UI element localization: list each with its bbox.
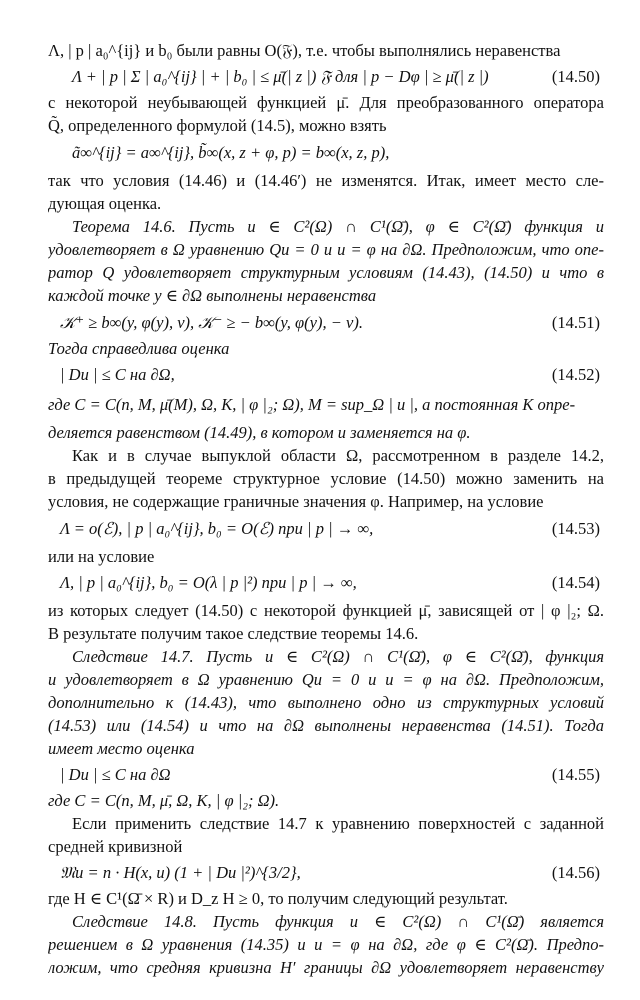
corollary-line: (14.53) или (14.54) и что на ∂Ω выполнены неравенства (14.51). Тогда <box>48 716 604 735</box>
text-line: Λ, | p | a₀^{ij} и b₀ были равны O(𝔉), т.е. чтобы выполнялись неравенства <box>48 41 561 60</box>
theorem-line: ратор Q удовлетворяет структурным условиям (14.43), (14.50) и что в <box>48 263 604 282</box>
theorem-line: Тогда справедлива оценка <box>48 339 230 358</box>
text-line: или на условие <box>48 547 155 566</box>
text-line: с некоторой неубывающей функцией μ̄. Для преобразованного оператора <box>48 93 604 112</box>
corollary-line: имеет место оценка <box>48 739 195 758</box>
equation-number: (14.50) <box>551 67 600 86</box>
equation-number: (14.53) <box>551 519 600 538</box>
equation-number: (14.51) <box>551 313 600 332</box>
formula-line: ã∞^{ij} = a∞^{ij}, b̃∞(x, z + φ, p) = b∞(x, z, p), <box>72 143 390 162</box>
text-line: дующая оценка. <box>48 194 162 213</box>
theorem-line: каждой точке y ∈ ∂Ω выполнены неравенства <box>48 286 377 305</box>
formula-line: | Du | ≤ C на ∂Ω <box>60 765 171 784</box>
text-line: так что условия (14.46) и (14.46′) не изменятся. Итак, имеет место сле- <box>48 171 604 190</box>
text-line: в предыдущей теореме структурное условие (14.50) можно заменить на <box>48 469 604 488</box>
equation-number: (14.56) <box>551 863 600 882</box>
theorem-line: Теорема 14.6. Пусть u ∈ C²(Ω) ∩ C¹(Ω̄), φ ∈ C²(Ω̄) функция и <box>72 217 604 236</box>
corollary-line: дополнительно к (14.43), что выполнено одно из структурных условий <box>48 693 604 712</box>
theorem-line: удовлетворяет в Ω уравнению Qu = 0 и u = φ на ∂Ω. Предположим, что опе- <box>48 240 604 259</box>
formula-line: Λ = o(ℰ), | p | a₀^{ij}, b₀ = O(ℰ) при | p | → ∞, <box>60 519 374 538</box>
formula-line: 𝒦⁺ ≥ b∞(y, φ(y), ν), 𝒦⁻ ≥ − b∞(y, φ(y), − ν). <box>60 313 363 332</box>
text-line: из которых следует (14.50) с некоторой функцией μ̄, зависящей от | φ |₂; Ω. <box>48 601 604 620</box>
formula-line: | Du | ≤ C на ∂Ω, <box>60 365 175 384</box>
formula-line: 𝔐u = n · H(x, u) (1 + | Du |²)^{3/2}, <box>60 863 301 882</box>
corollary-line: Следствие 14.8. Пусть функция u ∈ C²(Ω) ∩ C¹(Ω̄) является <box>72 912 604 931</box>
text-line: В результате получим такое следствие теоремы 14.6. <box>48 624 419 643</box>
text-line: условия, не содержащие граничные значения φ. Например, на условие <box>48 492 544 511</box>
corollary-line: и удовлетворяет в Ω уравнению Qu = 0 и u = φ на ∂Ω. Предположим, <box>48 670 604 689</box>
corollary-line: ложим, что средняя кривизна H′ границы ∂Ω удовлетворяет неравенству <box>48 958 604 977</box>
theorem-line: деляется равенством (14.49), в котором и заменяется на φ. <box>48 423 471 442</box>
corollary-line: решением в Ω уравнения (14.35) и u = φ на ∂Ω, где φ ∈ C²(Ω̄). Предпо- <box>48 935 604 954</box>
text-line: средней кривизной <box>48 837 183 856</box>
equation-number: (14.55) <box>551 765 600 784</box>
formula-line: Λ + | p | Σ | a₀^{ij} | + | b₀ | ≤ μ̄(| z |) 𝔉 для | p − Dφ | ≥ μ̄(| z |) <box>72 67 489 86</box>
text-line: Если применить следствие 14.7 к уравнению поверхностей с заданной <box>72 814 604 833</box>
text-line: где H ∈ C¹(Ω̄ × R) и D_z H ≥ 0, то получим следующий результат. <box>48 889 508 908</box>
text-line: Q̃, определенного формулой (14.5), можно взять <box>48 116 387 135</box>
corollary-line: Следствие 14.7. Пусть u ∈ C²(Ω) ∩ C¹(Ω̄), φ ∈ C²(Ω̄), функция <box>72 647 604 666</box>
formula-line: Λ, | p | a₀^{ij}, b₀ = O(λ | p |²) при | p | → ∞, <box>60 573 357 592</box>
text-line: Как и в случае выпуклой области Ω, рассмотренном в разделе 14.2, <box>72 446 604 465</box>
equation-number: (14.54) <box>551 573 600 592</box>
equation-number: (14.52) <box>551 365 600 384</box>
corollary-line: где C = C(n, M, μ̄, Ω, K, | φ |₂; Ω). <box>48 791 280 810</box>
theorem-line: где C = C(n, M, μ̄(M), Ω, K, | φ |₂; Ω), M = sup_Ω | u |, а постоянная K опре- <box>48 395 576 414</box>
